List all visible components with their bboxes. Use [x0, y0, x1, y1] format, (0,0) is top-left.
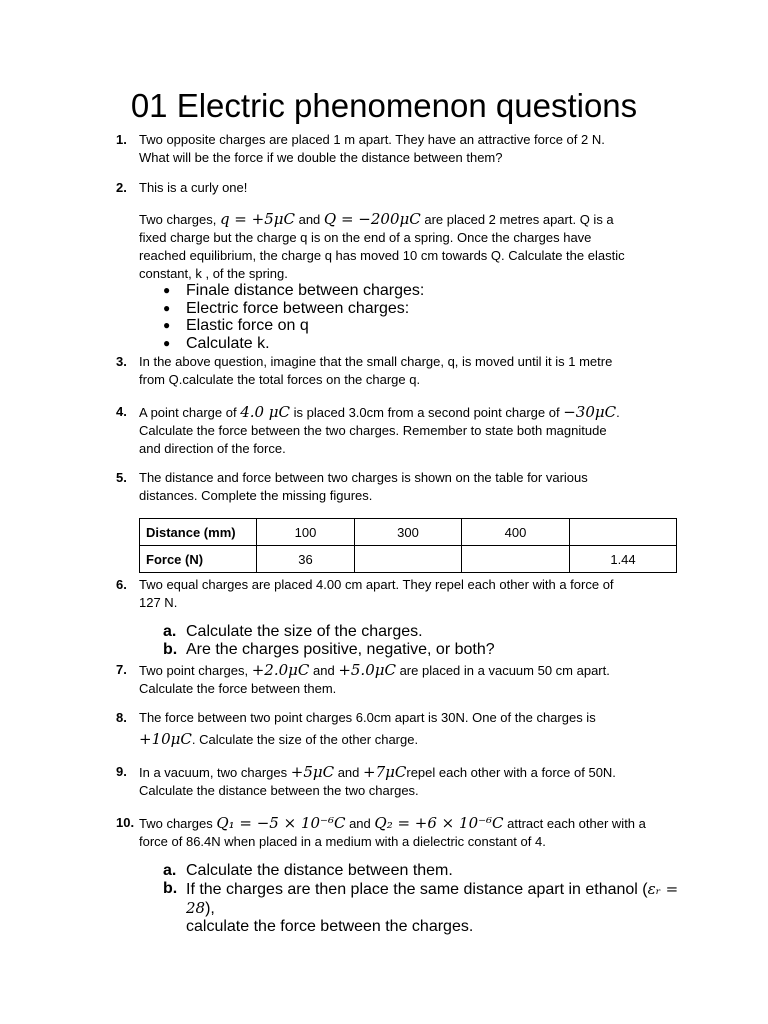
question-text: reached equilibrium, the charge q has moved 10 cm towards Q. Calculate the elastic	[139, 248, 625, 263]
table-cell: 36	[257, 546, 355, 573]
math-expression: −30μC	[563, 403, 617, 421]
table-cell	[462, 546, 570, 573]
question-number: 3.	[116, 354, 127, 369]
question-text: What will be the force if we double the distance between them?	[139, 150, 503, 165]
question-text: from Q.calculate the total forces on the charge q.	[139, 372, 421, 387]
bullet-list	[163, 282, 663, 352]
question-text: distances. Complete the missing figures.	[139, 488, 373, 503]
question-text: Calculate the distance between the two charges.	[139, 783, 419, 798]
table-cell: 100	[257, 519, 355, 546]
question-text: A point charge of 4.0 μC is placed 3.0cm from a second point charge of −30μC.	[139, 403, 620, 421]
table-cell: Force (N)	[140, 546, 257, 573]
question-text: In the above question, imagine that the small charge, q, is moved until it is 1 metre	[139, 354, 613, 369]
table-cell	[570, 519, 677, 546]
bullet-icon: ●	[163, 300, 171, 315]
question-text: Two equal charges are placed 4.00 cm apart. They repel each other with a force of	[139, 577, 614, 592]
question-text: +10μC. Calculate the size of the other charge.	[139, 730, 419, 748]
question-number: 5.	[116, 470, 127, 485]
question-number: 6.	[116, 577, 127, 592]
question-text: Calculate the force between the two charges. Remember to state both magnitude	[139, 423, 607, 438]
sub-question: b. Are the charges positive, negative, or both?	[163, 641, 495, 658]
question-text: Two point charges, +2.0μC and +5.0μC are placed in a vacuum 50 cm apart.	[139, 661, 610, 679]
math-expression: 4.0 μC	[240, 403, 291, 421]
question-number: 2.	[116, 180, 127, 195]
bullet-icon: ●	[163, 318, 171, 332]
question-text: and direction of the force.	[139, 441, 286, 456]
table-cell: 400	[462, 519, 570, 546]
question-text: constant, k , of the spring.	[139, 266, 288, 281]
question-text: 127 N.	[139, 595, 178, 610]
math-expression: Q = −200μC	[323, 210, 421, 228]
distance-force-table	[139, 518, 677, 573]
question-text: Calculate the force between them.	[139, 681, 337, 696]
question-text: In a vacuum, two charges +5μC and +7μCrepel each other with a force of 50N.	[139, 763, 616, 781]
sub-question: b. If the charges are then place the same distance apart in ethanol (εᵣ = 28),	[163, 880, 679, 917]
table-cell: Distance (mm)	[140, 519, 257, 546]
question-number: 9.	[116, 764, 127, 779]
question-number: 1.	[116, 132, 127, 147]
math-expression: +5.0μC	[338, 661, 396, 679]
table-cell: 1.44	[570, 546, 677, 573]
question-number: 4.	[116, 404, 127, 419]
table-cell	[355, 546, 462, 573]
math-expression: Q₂ = +6 × 10⁻⁶C	[374, 814, 504, 832]
question-text: fixed charge but the charge q is on the end of a spring. Once the charges have	[139, 230, 592, 245]
math-expression: +5μC	[290, 763, 335, 781]
question-text: force of 86.4N when placed in a medium with a dielectric constant of 4.	[139, 834, 546, 849]
sub-question-list	[163, 862, 683, 936]
sub-question-continuation: calculate the force between the charges.	[186, 918, 474, 935]
list-item: ● Electric force between charges:	[163, 299, 410, 317]
list-item: ● Finale distance between charges:	[163, 282, 425, 299]
page-title: 01 Electric phenomenon questions	[130, 87, 638, 124]
math-expression: Q₁ = −5 × 10⁻⁶C	[216, 814, 346, 832]
math-expression: +2.0μC	[251, 661, 310, 679]
question-number: 10.	[116, 815, 135, 830]
math-expression: +10μC	[139, 730, 192, 748]
question-number: 7.	[116, 662, 127, 677]
math-expression: q = +5μC	[219, 210, 295, 228]
table-row	[140, 519, 677, 546]
math-expression: εᵣ = 28	[186, 880, 679, 917]
table-cell: 300	[355, 519, 462, 546]
math-expression: +7μC	[363, 763, 407, 781]
question-text: Two charges, q = +5μC and Q = −200μC are placed 2 metres apart. Q is a	[139, 210, 614, 228]
sub-question: a. Calculate the size of the charges.	[163, 623, 423, 640]
bullet-icon: ●	[163, 283, 171, 297]
bullet-icon: ●	[163, 335, 171, 350]
question-text: The force between two point charges 6.0cm apart is 30N. One of the charges is	[139, 710, 596, 725]
question-intro: This is a curly one!	[139, 180, 248, 195]
sub-question-list	[163, 623, 683, 659]
list-item: ● Elastic force on q	[163, 317, 309, 334]
table-row	[140, 546, 677, 573]
question-text: The distance and force between two charges is shown on the table for various	[139, 470, 588, 485]
question-text: Two charges Q₁ = −5 × 10⁻⁶C and Q₂ = +6 × 10⁻⁶C attract each other with a	[139, 814, 646, 832]
question-number: 8.	[116, 710, 127, 725]
list-item: ● Calculate k.	[163, 334, 270, 352]
sub-question: a. Calculate the distance between them.	[163, 862, 453, 879]
question-text: Two opposite charges are placed 1 m apart. They have an attractive force of 2 N.	[139, 132, 605, 147]
